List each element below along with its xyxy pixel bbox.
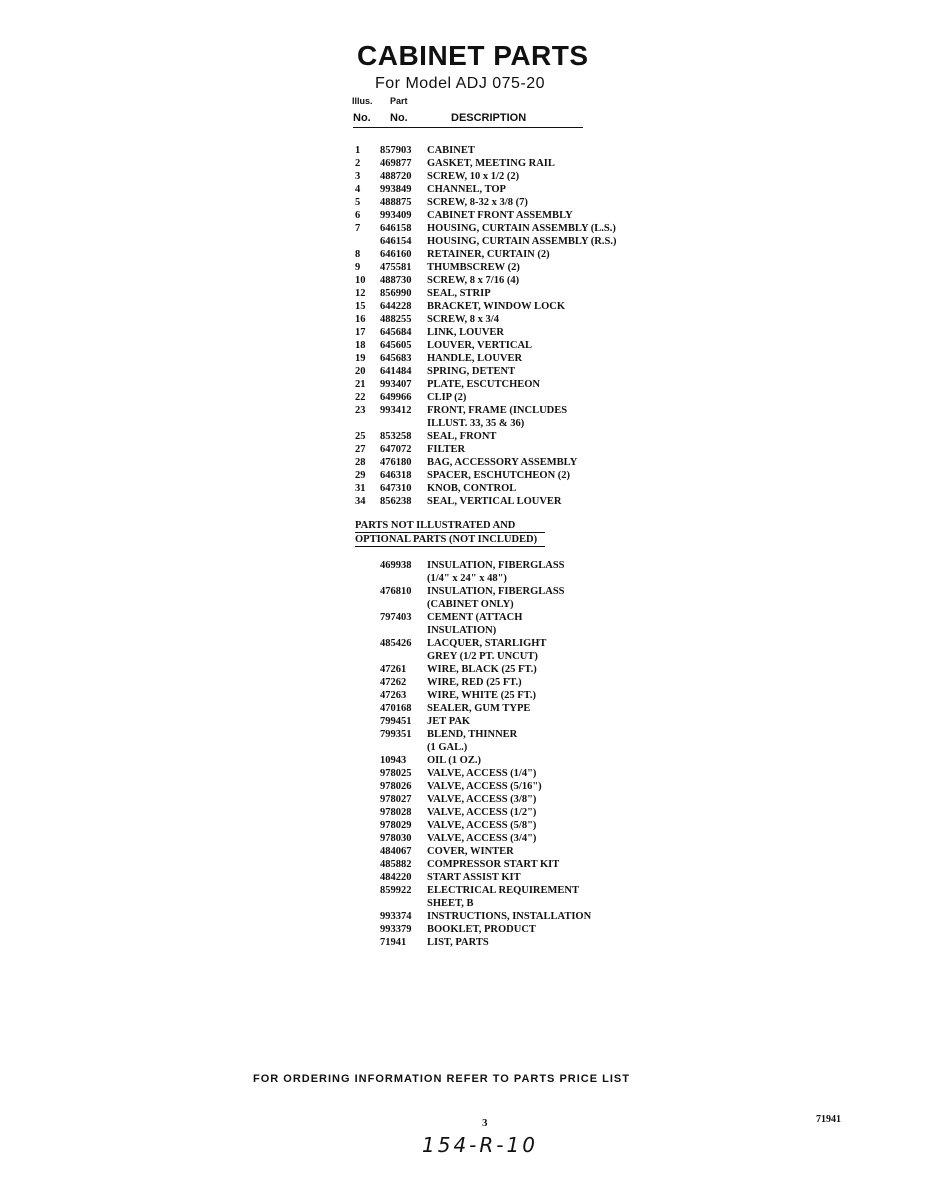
illus-number: 4 bbox=[355, 184, 361, 195]
part-description: CABINET FRONT ASSEMBLY bbox=[427, 210, 573, 221]
list-item bbox=[380, 780, 544, 793]
part-number: 645605 bbox=[380, 340, 412, 351]
col-part-top-label: Part bbox=[390, 96, 408, 106]
part-description: WIRE, BLACK (25 FT.) bbox=[427, 664, 537, 675]
list-item bbox=[380, 767, 544, 780]
part-number: 475581 bbox=[380, 262, 412, 273]
part-number: 488730 bbox=[380, 275, 412, 286]
list-item bbox=[380, 715, 544, 728]
part-description: CEMENT (ATTACH bbox=[427, 612, 523, 623]
part-description: OIL (1 OZ.) bbox=[427, 755, 481, 766]
part-description: VALVE, ACCESS (1/4") bbox=[427, 768, 537, 779]
part-number: 978028 bbox=[380, 807, 412, 818]
part-number: 484067 bbox=[380, 846, 412, 857]
part-number: 488875 bbox=[380, 197, 412, 208]
list-item bbox=[380, 845, 544, 858]
part-description: VALVE, ACCESS (3/4") bbox=[427, 833, 537, 844]
list-item bbox=[380, 871, 544, 884]
part-description: CLIP (2) bbox=[427, 392, 467, 403]
part-description: KNOB, CONTROL bbox=[427, 483, 517, 494]
list-item bbox=[380, 806, 544, 819]
part-number: 484220 bbox=[380, 872, 412, 883]
part-number: 71941 bbox=[380, 937, 407, 948]
part-description: THUMBSCREW (2) bbox=[427, 262, 520, 273]
part-number: 993407 bbox=[380, 379, 412, 390]
illus-number: 8 bbox=[355, 249, 361, 260]
part-number: 993374 bbox=[380, 911, 412, 922]
part-number: 993412 bbox=[380, 405, 412, 416]
part-description: LINK, LOUVER bbox=[427, 327, 505, 338]
part-number: 47261 bbox=[380, 664, 407, 675]
part-number: 647310 bbox=[380, 483, 412, 494]
handwritten-note: 154-R-10 bbox=[422, 1133, 538, 1157]
part-number: 647072 bbox=[380, 444, 412, 455]
part-number: 797403 bbox=[380, 612, 412, 623]
illus-number: 31 bbox=[355, 483, 366, 494]
part-number: 993409 bbox=[380, 210, 412, 221]
part-number: 470168 bbox=[380, 703, 412, 714]
part-description: VALVE, ACCESS (5/8") bbox=[427, 820, 537, 831]
part-number: 485426 bbox=[380, 638, 412, 649]
part-description: SCREW, 8-32 x 3/8 (7) bbox=[427, 197, 528, 208]
illus-number: 15 bbox=[355, 301, 366, 312]
part-description: SEAL, STRIP bbox=[427, 288, 491, 299]
part-description: INSULATION) bbox=[427, 625, 497, 636]
illus-number: 28 bbox=[355, 457, 366, 468]
part-number: 993379 bbox=[380, 924, 412, 935]
part-description: HOUSING, CURTAIN ASSEMBLY (L.S.) bbox=[427, 223, 616, 234]
part-description: (1 GAL.) bbox=[427, 742, 468, 753]
part-description: LOUVER, VERTICAL bbox=[427, 340, 533, 351]
part-number: 485882 bbox=[380, 859, 412, 870]
part-number: 649966 bbox=[380, 392, 412, 403]
part-description: GASKET, MEETING RAIL bbox=[427, 158, 555, 169]
illus-number: 27 bbox=[355, 444, 366, 455]
part-number: 469938 bbox=[380, 560, 412, 571]
list-item bbox=[380, 611, 544, 637]
list-item bbox=[380, 793, 544, 806]
part-number: 644228 bbox=[380, 301, 412, 312]
part-number: 469877 bbox=[380, 158, 412, 169]
part-number: 856990 bbox=[380, 288, 412, 299]
part-description: SCREW, 8 x 3/4 bbox=[427, 314, 499, 325]
part-description: FILTER bbox=[427, 444, 466, 455]
illus-number: 23 bbox=[355, 405, 366, 416]
illus-number: 20 bbox=[355, 366, 366, 377]
part-description: WIRE, RED (25 FT.) bbox=[427, 677, 522, 688]
part-description: BOOKLET, PRODUCT bbox=[427, 924, 536, 935]
part-description: SEAL, FRONT bbox=[427, 431, 497, 442]
illus-number: 2 bbox=[355, 158, 361, 169]
part-description: (1/4" x 24" x 48") bbox=[427, 573, 507, 584]
illus-number: 29 bbox=[355, 470, 366, 481]
list-item bbox=[380, 936, 544, 949]
part-number: 978027 bbox=[380, 794, 412, 805]
part-description: LACQUER, STARLIGHT bbox=[427, 638, 547, 649]
part-description: BRACKET, WINDOW LOCK bbox=[427, 301, 565, 312]
part-description: INSULATION, FIBERGLASS bbox=[427, 586, 565, 597]
illus-number: 21 bbox=[355, 379, 366, 390]
part-description: PLATE, ESCUTCHEON bbox=[427, 379, 540, 390]
list-item bbox=[380, 689, 544, 702]
part-number: 993849 bbox=[380, 184, 412, 195]
part-description: BAG, ACCESSORY ASSEMBLY bbox=[427, 457, 578, 468]
part-number: 645683 bbox=[380, 353, 412, 364]
list-item bbox=[380, 637, 547, 663]
part-number: 853258 bbox=[380, 431, 412, 442]
list-item bbox=[380, 663, 544, 676]
part-description: COMPRESSOR START KIT bbox=[427, 859, 560, 870]
section2-label-line1: PARTS NOT ILLUSTRATED AND bbox=[355, 520, 516, 531]
illus-number: 22 bbox=[355, 392, 366, 403]
list-item bbox=[380, 923, 544, 936]
part-number: 47262 bbox=[380, 677, 407, 688]
part-number: 476810 bbox=[380, 586, 412, 597]
model-subtitle: For Model ADJ 075-20 bbox=[375, 75, 546, 92]
part-description: BLEND, THINNER bbox=[427, 729, 518, 740]
illus-number: 5 bbox=[355, 197, 361, 208]
illus-number: 9 bbox=[355, 262, 361, 273]
part-description: WIRE, WHITE (25 FT.) bbox=[427, 690, 536, 701]
document-number: 71941 bbox=[816, 1114, 841, 1125]
illus-number: 6 bbox=[355, 210, 361, 221]
part-description: VALVE, ACCESS (1/2") bbox=[427, 807, 537, 818]
part-description: CHANNEL, TOP bbox=[427, 184, 506, 195]
part-number: 488720 bbox=[380, 171, 412, 182]
part-number: 47263 bbox=[380, 690, 407, 701]
illus-number: 17 bbox=[355, 327, 366, 338]
part-description: SPRING, DETENT bbox=[427, 366, 516, 377]
list-item bbox=[380, 910, 592, 923]
part-description: VALVE, ACCESS (3/8") bbox=[427, 794, 537, 805]
header-rule bbox=[353, 127, 583, 128]
col-part-label: No. bbox=[390, 112, 408, 124]
part-description: HANDLE, LOUVER bbox=[427, 353, 523, 364]
part-description: INSTRUCTIONS, INSTALLATION bbox=[427, 911, 592, 922]
illus-number: 19 bbox=[355, 353, 366, 364]
part-description: SEALER, GUM TYPE bbox=[427, 703, 531, 714]
part-description: FRONT, FRAME (INCLUDES bbox=[427, 405, 568, 416]
part-number: 476180 bbox=[380, 457, 412, 468]
optional-parts-list bbox=[380, 559, 592, 949]
page-number: 3 bbox=[482, 1117, 488, 1129]
part-number: 646318 bbox=[380, 470, 412, 481]
part-number: 978026 bbox=[380, 781, 412, 792]
part-number: 488255 bbox=[380, 314, 412, 325]
list-item bbox=[380, 585, 565, 611]
part-description: ELECTRICAL REQUIREMENT bbox=[427, 885, 579, 896]
col-illus-label: No. bbox=[353, 112, 371, 124]
part-number: 645684 bbox=[380, 327, 412, 338]
illus-number: 18 bbox=[355, 340, 366, 351]
part-number: 646154 bbox=[380, 236, 412, 247]
part-description: SPACER, ESCHUTCHEON (2) bbox=[427, 470, 571, 481]
col-illus-top-label: Illus. bbox=[352, 96, 373, 106]
part-description: SCREW, 8 x 7/16 (4) bbox=[427, 275, 520, 286]
list-item bbox=[380, 832, 544, 845]
col-desc-label: DESCRIPTION bbox=[451, 112, 527, 124]
part-description: SEAL, VERTICAL LOUVER bbox=[427, 496, 562, 507]
part-number: 857903 bbox=[380, 145, 412, 156]
part-number: 646160 bbox=[380, 249, 412, 260]
list-item bbox=[380, 858, 560, 871]
part-description: SHEET, B bbox=[427, 898, 474, 909]
list-item bbox=[380, 754, 544, 767]
section2-label-line2: OPTIONAL PARTS (NOT INCLUDED) bbox=[355, 534, 538, 545]
ordering-note: FOR ORDERING INFORMATION REFER TO PARTS PRICE LIST bbox=[253, 1073, 630, 1085]
part-number: 646158 bbox=[380, 223, 412, 234]
part-description: (CABINET ONLY) bbox=[427, 599, 514, 610]
part-description: JET PAK bbox=[427, 716, 471, 727]
illus-number: 7 bbox=[355, 223, 361, 234]
part-description: COVER, WINTER bbox=[427, 846, 514, 857]
list-item bbox=[380, 559, 565, 585]
list-item bbox=[380, 819, 544, 832]
part-description: ILLUST. 33, 35 & 36) bbox=[427, 418, 525, 429]
list-item bbox=[380, 728, 544, 754]
part-number: 10943 bbox=[380, 755, 407, 766]
part-description: START ASSIST KIT bbox=[427, 872, 521, 883]
part-description: LIST, PARTS bbox=[427, 937, 489, 948]
list-item bbox=[380, 702, 544, 715]
part-number: 799451 bbox=[380, 716, 412, 727]
illus-number: 3 bbox=[355, 171, 361, 182]
part-description: CABINET bbox=[427, 145, 475, 156]
list-item bbox=[380, 884, 579, 910]
part-number: 799351 bbox=[380, 729, 412, 740]
part-description: HOUSING, CURTAIN ASSEMBLY (R.S.) bbox=[427, 236, 617, 247]
illus-number: 10 bbox=[355, 275, 366, 286]
part-number: 978030 bbox=[380, 833, 412, 844]
illus-number: 34 bbox=[355, 496, 366, 507]
part-description: INSULATION, FIBERGLASS bbox=[427, 560, 565, 571]
illus-number: 25 bbox=[355, 431, 366, 442]
page-title: CABINET PARTS bbox=[357, 40, 589, 71]
list-item bbox=[380, 676, 544, 689]
part-description: VALVE, ACCESS (5/16") bbox=[427, 781, 542, 792]
part-description: GREY (1/2 PT. UNCUT) bbox=[427, 651, 538, 662]
part-number: 641484 bbox=[380, 366, 412, 377]
part-number: 856238 bbox=[380, 496, 412, 507]
part-number: 978025 bbox=[380, 768, 412, 779]
section2-rule2 bbox=[355, 546, 545, 547]
illus-number: 12 bbox=[355, 288, 366, 299]
part-number: 859922 bbox=[380, 885, 412, 896]
illus-number: 1 bbox=[355, 145, 361, 156]
part-number: 978029 bbox=[380, 820, 412, 831]
part-description: RETAINER, CURTAIN (2) bbox=[427, 249, 550, 260]
illus-number: 16 bbox=[355, 314, 366, 325]
part-description: SCREW, 10 x 1/2 (2) bbox=[427, 171, 520, 182]
